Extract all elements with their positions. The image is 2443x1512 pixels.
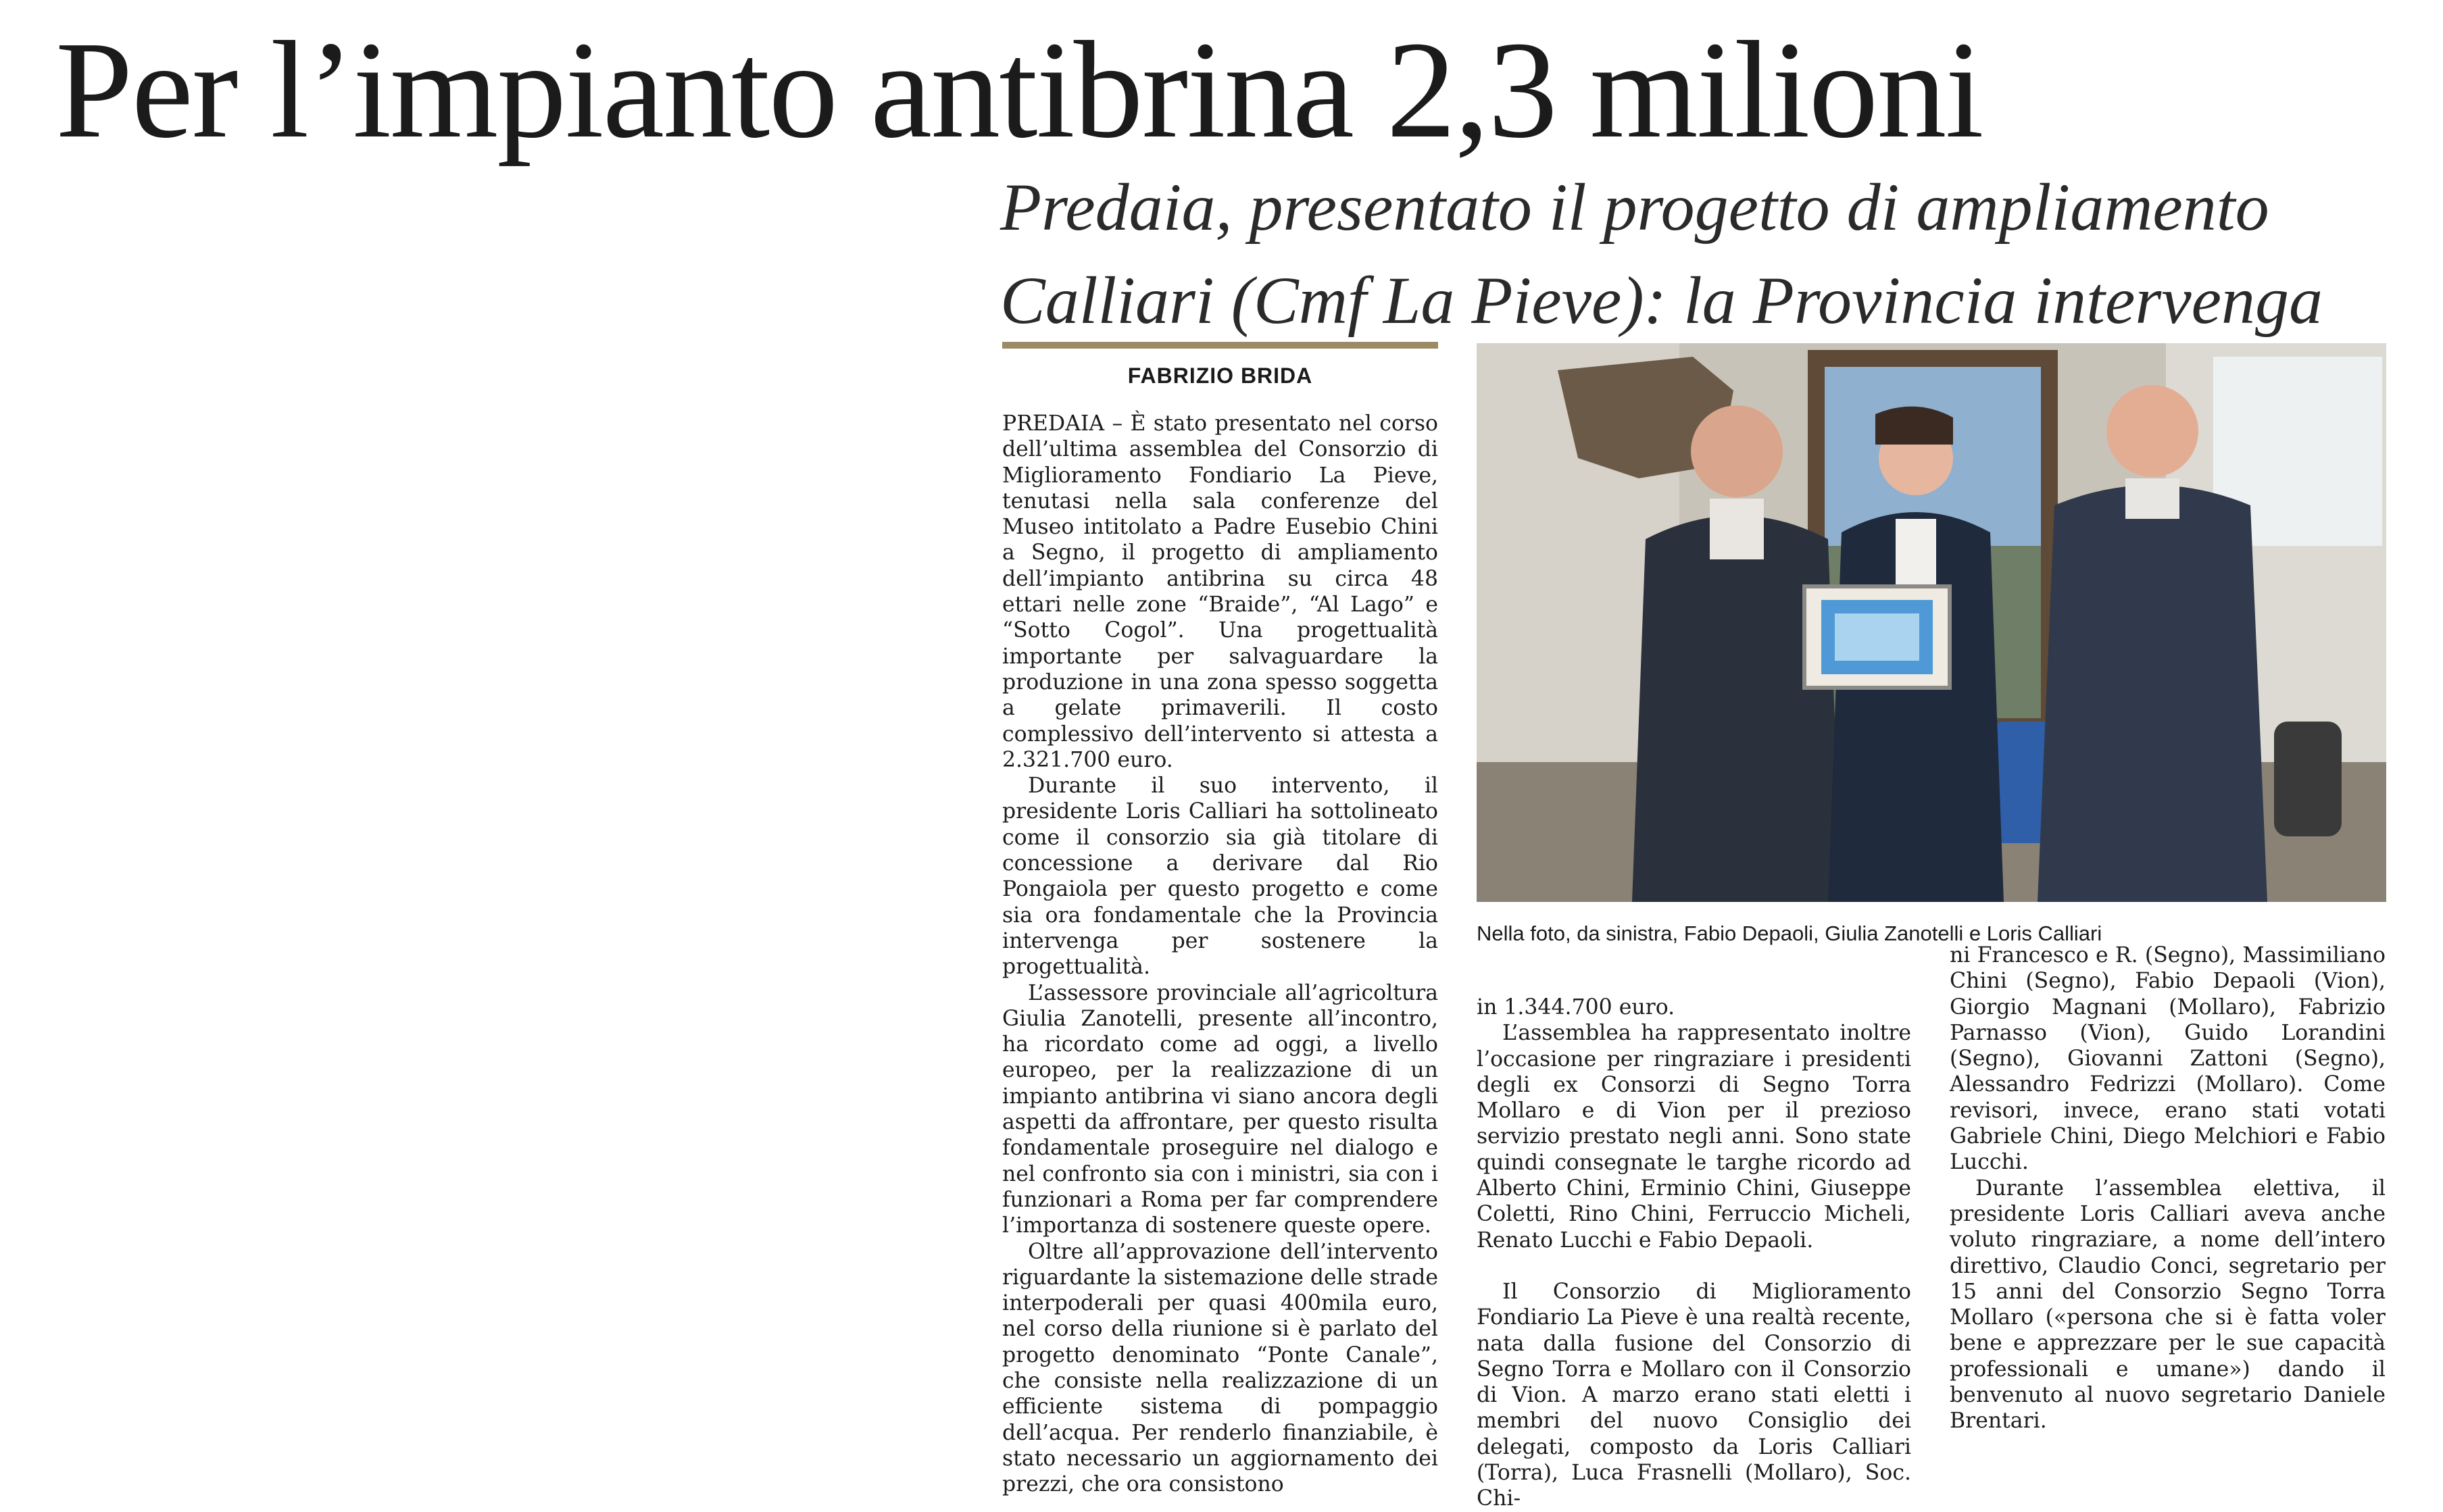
article-column-3: [1950, 942, 2386, 1492]
paragraph: in 1.344.700 euro.: [1477, 995, 1675, 1019]
subheadline: Predaia, presentato il progetto di ampliamento Calliari (Cmf La Pieve): la Provincia intervenga: [1000, 170, 2323, 338]
article-column-1: [1002, 411, 1438, 1497]
photo-caption: Nella foto, da sinistra, Fabio Depaoli, Giulia Zanotelli e Loris Calliari: [1477, 922, 2102, 945]
byline-rule: [1002, 342, 1438, 349]
paragraph: Oltre all’approvazione dell’intervento riguardante la sistemazione delle strade interpoderali per quasi 400mila euro, nel corso della riunione si è parlato del progetto denominato “Ponte Canale”, che consiste nella realizzazione di un efficiente sistema di pompaggio dell’acqua. Per renderlo finanziabile, è stato necessario un aggiornamento dei prezzi, che ora consistono: [1002, 1239, 1438, 1497]
headline: Per l’impianto antibrina 2,3 milioni: [55, 12, 1983, 167]
paragraph: Durante l’assemblea elettiva, il presidente Loris Calliari aveva anche voluto ringraziare, a nome dell’intero direttivo, Claudio Conci, segretario per 15 anni del Consorzio Segno Torra Mollaro («persona che si è fatta voler bene e apprezzare per le sue capacità professionali e umane») dando il benvenuto al nuovo segretario Daniele Brentari.: [1950, 1176, 2386, 1434]
photo-illustration: [1477, 343, 2386, 902]
paragraph: Durante il suo intervento, il presidente Loris Calliari ha sottolineato come il consorzio sia già titolare di concessione a derivare dal Rio Pongaiola per questo progetto e come sia ora fondamentale che la Provincia intervenga per sostenere la progettualità.: [1002, 774, 1438, 980]
paragraph: Il Consorzio di Miglioramento Fondiario La Pieve è una realtà recente, nata dalla fusione del Consorzio di Segno Torra e Mollaro con il Consorzio di Vion. A marzo erano stati eletti i membri del nuovo Consiglio dei delegati, composto da Loris Calliari (Torra), Luca Frasnelli (Mollaro), Soc. Chi-: [1477, 1279, 1911, 1511]
byline: FABRIZIO BRIDA: [1127, 363, 1313, 388]
paragraph: ni Francesco e R. (Segno), Massimiliano Chini (Segno), Fabio Depaoli (Vion), Giorgio Magnani (Mollaro), Fabrizio Parnasso (Vion), Guido Lorandini (Segno), Giovanni Zattoni (Segno), Alessandro Fedrizzi (Mollaro). Come revisori, invece, erano stati votati Gabriele Chini, Diego Melchiori e Fabio Lucchi.: [1950, 943, 2386, 1175]
paragraph: L’assemblea ha rappresentato inoltre l’occasione per ringraziare i presidenti degli ex Consorzi di Segno Torra Mollaro e di Vion per il prezioso servizio prestato negli anni. Sono state quindi consegnate le targhe ricordo ad Alberto Chini, Erminio Chini, Giuseppe Coletti, Rino Chini, Ferruccio Micheli, Renato Lucchi e Fabio Depaoli.: [1477, 1021, 1911, 1253]
article-column-2: [1477, 994, 1911, 1511]
article-photo: [1477, 343, 2386, 902]
paragraph: L’assessore provinciale all’agricoltura Giulia Zanotelli, presente all’incontro, ha ricordato come ad oggi, a livello europeo, per la realizzazione di un impianto antibrina vi siano ancora degli aspetti da affrontare, per questo risulta fondamentale proseguire nel dialogo e nel confronto sia con i ministri, sia con i funzionari a Roma per far comprendere l’importanza di sostenere queste opere.: [1002, 980, 1438, 1238]
paragraph: PREDAIA – È stato presentato nel corso dell’ultima assemblea del Consorzio di Miglioramento Fondiario La Pieve, tenutasi nella sala conferenze del Museo intitolato a Padre Eusebio Chini a Segno, il progetto di ampliamento dell’impianto antibrina su circa 48 ettari nelle zone “Braide”, “Al Lago” e “Sotto Cogol”. Una progettualità importante per salvaguardare la produzione in una zona spesso soggetta a gelate primaverili. Il costo complessivo dell’intervento si attesta a 2.321.700 euro.: [1002, 411, 1438, 772]
